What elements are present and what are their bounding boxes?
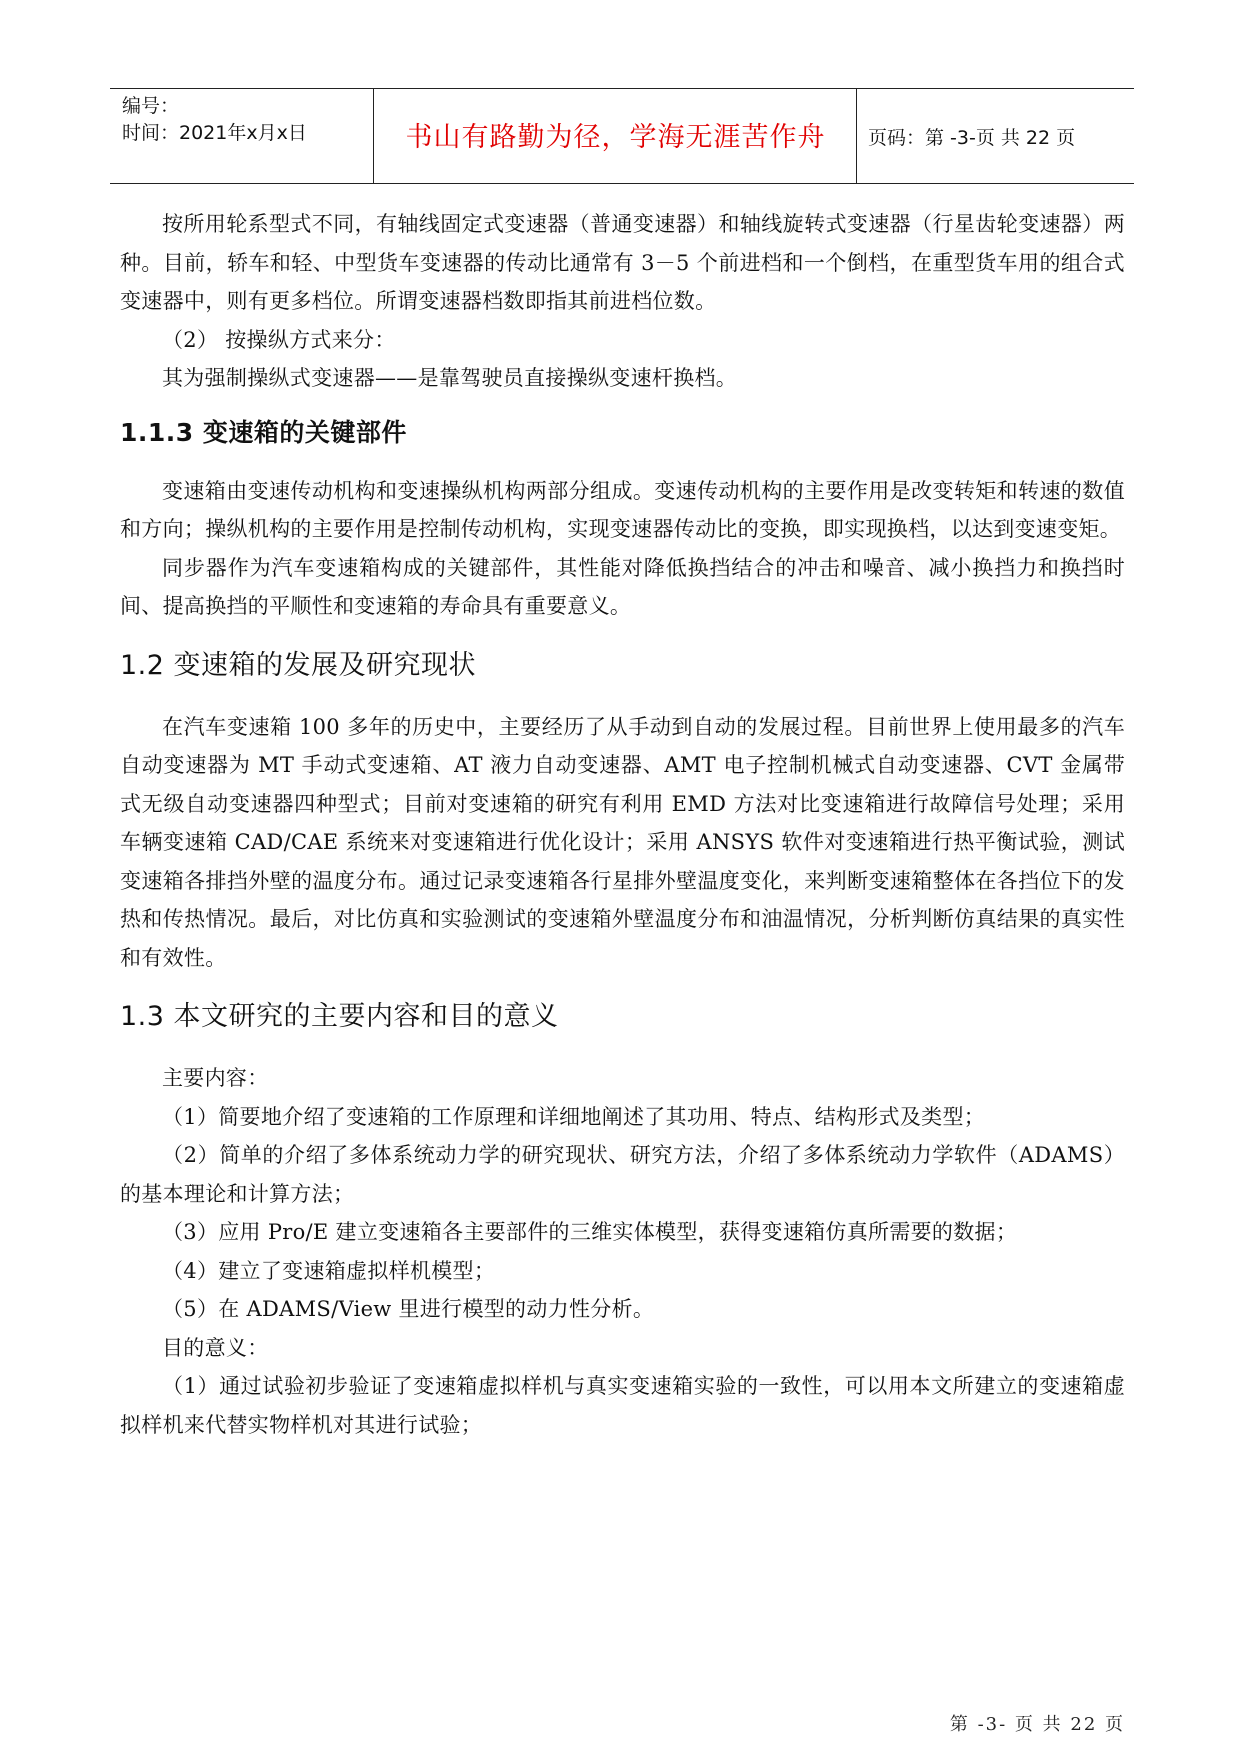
list-item: （1）通过试验初步验证了变速箱虚拟样机与真实变速箱实验的一致性，可以用本文所建立的变速箱虚拟样机来代替实物样机对其进行试验；: [120, 1374, 1125, 1437]
list-item: （3）应用 Pro/E 建立变速箱各主要部件的三维实体模型，获得变速箱仿真所需要的数据；: [162, 1220, 1018, 1244]
header-meta: [122, 93, 372, 147]
paragraph: 主要内容：: [162, 1066, 269, 1090]
header-page-number: 页码：第 -3-页 共 22 页: [868, 127, 1076, 149]
paragraph: （2） 按操纵方式来分：: [162, 327, 396, 352]
list-item: （1）简要地介绍了变速箱的工作原理和详细地阐述了其功用、特点、结构形式及类型；: [162, 1104, 986, 1129]
paragraph: 其为强制操纵式变速器——是靠驾驶员直接操纵变速杆换档。: [162, 366, 738, 390]
list-item: （5）在 ADAMS/View 里进行模型的动力性分析。: [162, 1297, 655, 1321]
list-item: （4）建立了变速箱虚拟样机模型；: [162, 1258, 496, 1283]
header-divider: [373, 89, 374, 183]
document-body: [120, 205, 1125, 1444]
paragraph: 按所用轮系型式不同，有轴线固定式变速器（普通变速器）和轴线旋转式变速器（行星齿轮变速器）两种。目前，轿车和轻、中型货车变速器的传动比通常有 3－5 个前进档和一个倒档，在重型货车用的组合式变速器中，则有更多档位。所谓变速器档数即指其前进档位数。: [120, 212, 1125, 313]
paragraph: 目的意义：: [162, 1335, 269, 1360]
paragraph: 在汽车变速箱 100 多年的历史中，主要经历了从手动到自动的发展过程。目前世界上使用最多的汽车自动变速器为 MT 手动式变速箱、AT 液力自动变速器、AMT 电子控制机械式自动变速器、CVT 金属带式无级自动变速器四种型式；目前对变速箱的研究有利用 EMD 方法对比变速箱进行故障信号处理；采用车辆变速箱 CAD/CAE 系统来对变速箱进行优化设计；采用 ANSYS 软件对变速箱进行热平衡试验，测试变速箱各排挡外壁的温度分布。通过记录变速箱各行星排外壁温度变化，来判断变速箱整体在各挡位下的发热和传热情况。最后，对比仿真和实验测试的变速箱外壁温度分布和油温情况，分析判断仿真结果的真实性和有效性。: [120, 714, 1125, 970]
list-item: （2）简单的介绍了多体系统动力学的研究现状、研究方法，介绍了多体系统动力学软件（ADAMS）的基本理论和计算方法；: [120, 1143, 1125, 1206]
header-motto: 书山有路勤为径，学海无涯苦作舟: [405, 122, 826, 153]
paragraph: 同步器作为汽车变速箱构成的关键部件，其性能对降低换挡结合的冲击和噪音、减小换挡力和换挡时间、提高换挡的平顺性和变速箱的寿命具有重要意义。: [120, 555, 1125, 618]
header-divider: [856, 89, 857, 183]
document-time-label: 时间：2021年x月x日: [122, 122, 307, 144]
paragraph: 变速箱由变速传动机构和变速操纵机构两部分组成。变速传动机构的主要作用是改变转矩和转速的数值和方向；操纵机构的主要作用是控制传动机构，实现变速器传动比的变换，即实现换档，以达到变速变矩。: [120, 478, 1125, 541]
document-number-label: 编号：: [122, 95, 180, 117]
section-heading: 1.3 本文研究的主要内容和目的意义: [120, 1001, 559, 1032]
page-footer: 第 -3- 页 共 22 页: [949, 1714, 1125, 1735]
section-heading: 1.2 变速箱的发展及研究现状: [120, 649, 477, 681]
page-header: [110, 88, 1134, 184]
section-heading: 1.1.3 变速箱的关键部件: [120, 417, 407, 447]
